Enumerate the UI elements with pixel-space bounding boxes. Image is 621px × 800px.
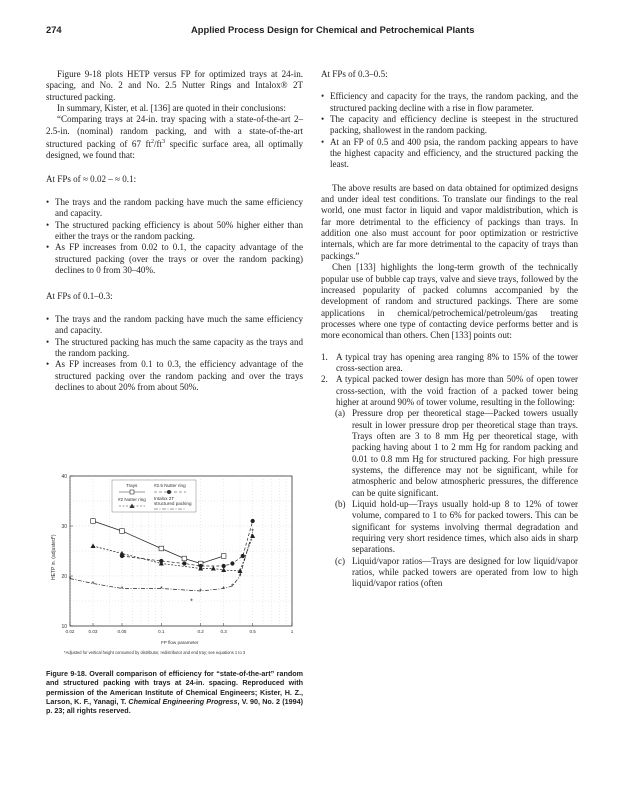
sub-item: (c) Liquid/vapor ratios—Trays are designed for low liquid/vapor ratios, while packed towers are operated from low to high liquid/vapor ratios (often	[335, 555, 578, 589]
paragraph: Chen [133] highlights the long-term growth of the technically popular use of bubble cap trays, valve and sieve trays, followed by the increased popularity of packed columns accompanied by the development of random and structured packings. There are some applications in chemical/petrochemical/petroleum/gas treating processes where one type of contacting device performs better and is more economical than others. Chen [133] points out:	[321, 262, 578, 341]
figure-9-18-chart	[44, 468, 306, 673]
data-point-star: *	[251, 528, 255, 536]
page-number: 274	[46, 24, 62, 35]
y-tick-label: 40	[61, 473, 67, 480]
y-tick-label: 10	[61, 623, 67, 630]
data-point-square	[120, 529, 125, 534]
data-point-square	[91, 519, 96, 524]
data-point-triangle	[221, 567, 226, 572]
y-axis-label: HETP in. (adjusted*)	[51, 534, 57, 580]
bullet-item: • The trays and the random packing have much the same efficiency and capacity.	[46, 197, 303, 220]
data-point-star: *	[68, 576, 72, 584]
numbered-list	[321, 352, 578, 590]
legend-label-nr25: #2.5 Nutter ring	[154, 483, 186, 488]
bullet-item: • The trays and the random packing have much the same efficiency and capacity.	[46, 314, 303, 337]
legend-marker-nr25	[167, 490, 171, 494]
data-point-star: *	[91, 581, 95, 589]
x-tick-label: 0.3	[220, 629, 227, 634]
data-point-isolated: *	[190, 598, 193, 606]
data-point-circle	[182, 561, 186, 565]
paragraph: The above results are based on data obtained for optimized designs and under ideal test conditions. To translate our findings to the real world, one must factor in liquid and vapor maldistribution, which is far more detrimental to the efficiency of packings than trays. In addition one also must account for poor optimization or restrictive internals, which are far more detrimental to the capacity of trays than packings.”	[321, 182, 578, 261]
x-tick-label: 0.03	[88, 629, 98, 634]
x-tick-label: 0.1	[158, 629, 165, 634]
bullet-list	[46, 197, 303, 276]
legend-label-nr2: #2 Nutter ring	[118, 497, 146, 502]
data-point-square	[182, 556, 187, 561]
x-tick-label: 0.5	[249, 629, 256, 634]
legend-label-intalox-2: structured packing	[154, 501, 192, 506]
series-line-square	[93, 521, 224, 564]
quote-paragraph: “Comparing trays at 24-in. tray spacing with a state-of-the-art 2–2.5-in. (nominal) random packing, and with a state-of-the-art structured packing of 67 $ft^2/ft^3$ specific surface area, all optimally designed, we found that:	[46, 114, 303, 161]
right-column	[321, 69, 578, 590]
data-point-star: *	[222, 586, 226, 594]
data-point-circle	[230, 561, 234, 565]
data-point-circle	[251, 519, 255, 523]
bullet-item: • The structured packing efficiency is about 50% higher either than either the trays or the random packing.	[46, 220, 303, 243]
subheading: At FPs of 0.1–0.3:	[46, 290, 113, 301]
x-tick-label: 0.2	[197, 629, 204, 634]
subheading: At FPs of ≈ 0.02 – ≈ 0.1:	[46, 173, 137, 184]
bullet-list	[46, 314, 303, 393]
legend-label-intalox: Intalox 2T	[154, 496, 175, 501]
left-column	[46, 69, 303, 393]
series-group	[69, 519, 256, 606]
data-point-star: *	[238, 573, 242, 581]
chart-footnote: *Adjusted for vertical height consumed by distributor, redistributor and end tray; see equations 1 to 3	[64, 650, 246, 655]
bullet-list	[321, 91, 578, 170]
legend-label-trays: Trays	[126, 483, 138, 488]
legend-marker-trays	[130, 490, 134, 494]
running-title: Applied Process Design for Chemical and Petrochemical Plants	[191, 24, 475, 35]
legend	[112, 480, 196, 512]
data-point-star: *	[120, 586, 124, 594]
subheading: At FPs of 0.3–0.5:	[321, 69, 388, 79]
data-point-square	[221, 554, 226, 559]
numbered-item: 1. A typical tray has opening area ranging 8% to 15% of the tower cross-section area.	[321, 351, 578, 373]
x-axis-label: FP flow parameter	[161, 640, 199, 645]
bullet-item: • As FP increases from 0.02 to 0.1, the capacity advantage of the structured packing (over the trays or over the random packing) declines to 0 from 30–40%.	[46, 242, 303, 276]
data-point-star: *	[231, 583, 234, 591]
data-point-star: *	[199, 588, 203, 596]
sub-item: (a) Pressure drop per theoretical stage—Packed towers usually result in lower pressure drop per theoretical stage than trays. Trays often are 3 to 8 mm Hg per theoretical stage, with packing having about 1 to 2 mm Hg for random packing and 0.01 to 0.8 mm Hg for structured packing. For high pressure systems, the difference may not be significant, while for atmospheric and below atmospheric pressures, the difference can be quite significant.	[335, 408, 578, 498]
x-tick-label: 0.02	[65, 629, 75, 634]
paragraph: Figure 9-18 plots HETP versus FP for optimized trays at 24-in. spacing, and No. 2 and No. 2.5 Nutter Rings and Intalox® 2T structured packing.	[46, 69, 303, 102]
paragraph: In summary, Kister, et al. [136] are quoted in their conclusions:	[57, 103, 286, 114]
bullet-item: • The structured packing has much the same capacity as the trays and the random packing.	[46, 337, 303, 360]
bullet-item: • At an FP of 0.5 and 400 psia, the random packing appears to have the highest capacity and efficiency, and the structured packing the least.	[321, 137, 578, 171]
sub-item: (b) Liquid hold-up—Trays usually hold-up 8 to 12% of tower volume, compared to 1 to 6% for packed towers. This can be significant for systems involving thermal degradation and requiring very short residence times, which also aids in sharp separations.	[335, 499, 578, 555]
y-tick-label: 20	[61, 573, 67, 580]
bullet-item: • Efficiency and capacity for the trays, the random packing, and the structured packing decline with a rise in flow parameter.	[321, 91, 578, 114]
x-tick-label: 0.05	[117, 629, 127, 634]
data-point-triangle	[211, 566, 216, 571]
bullet-item: • As FP increases from 0.1 to 0.3, the efficiency advantage of the structured packing over the random packing and over the trays declines to about 20% from about 50%.	[46, 359, 303, 393]
x-tick-label: 1	[290, 629, 294, 634]
data-point-star: *	[159, 586, 163, 594]
y-tick-label: 30	[61, 523, 67, 530]
data-point-square	[159, 546, 164, 551]
bullet-item: • The capacity and efficiency decline is steepest in the structured packing, shallowest in the random packing.	[321, 114, 578, 137]
data-point-circle	[241, 554, 245, 558]
data-point-triangle	[91, 543, 96, 548]
figure-caption: Figure 9-18. Overall comparison of efficiency for “state-of-the-art” random and structured packing with trays at 24-in. spacing. Reproduced with permission of the American Institute of Chemical Engineers; Kister, H. Z., Larson, K. F., Yanagi, T. Chemical Engineering Progress, V. 90, No. 2 (1994) p. 23; all rights reserved.	[46, 669, 304, 716]
numbered-item: 2. A typical packed tower design has more than 50% of open tower cross-section, with the void fraction of a packed tower being higher at around 90% of tower volume, resulting in the following:	[321, 374, 578, 407]
